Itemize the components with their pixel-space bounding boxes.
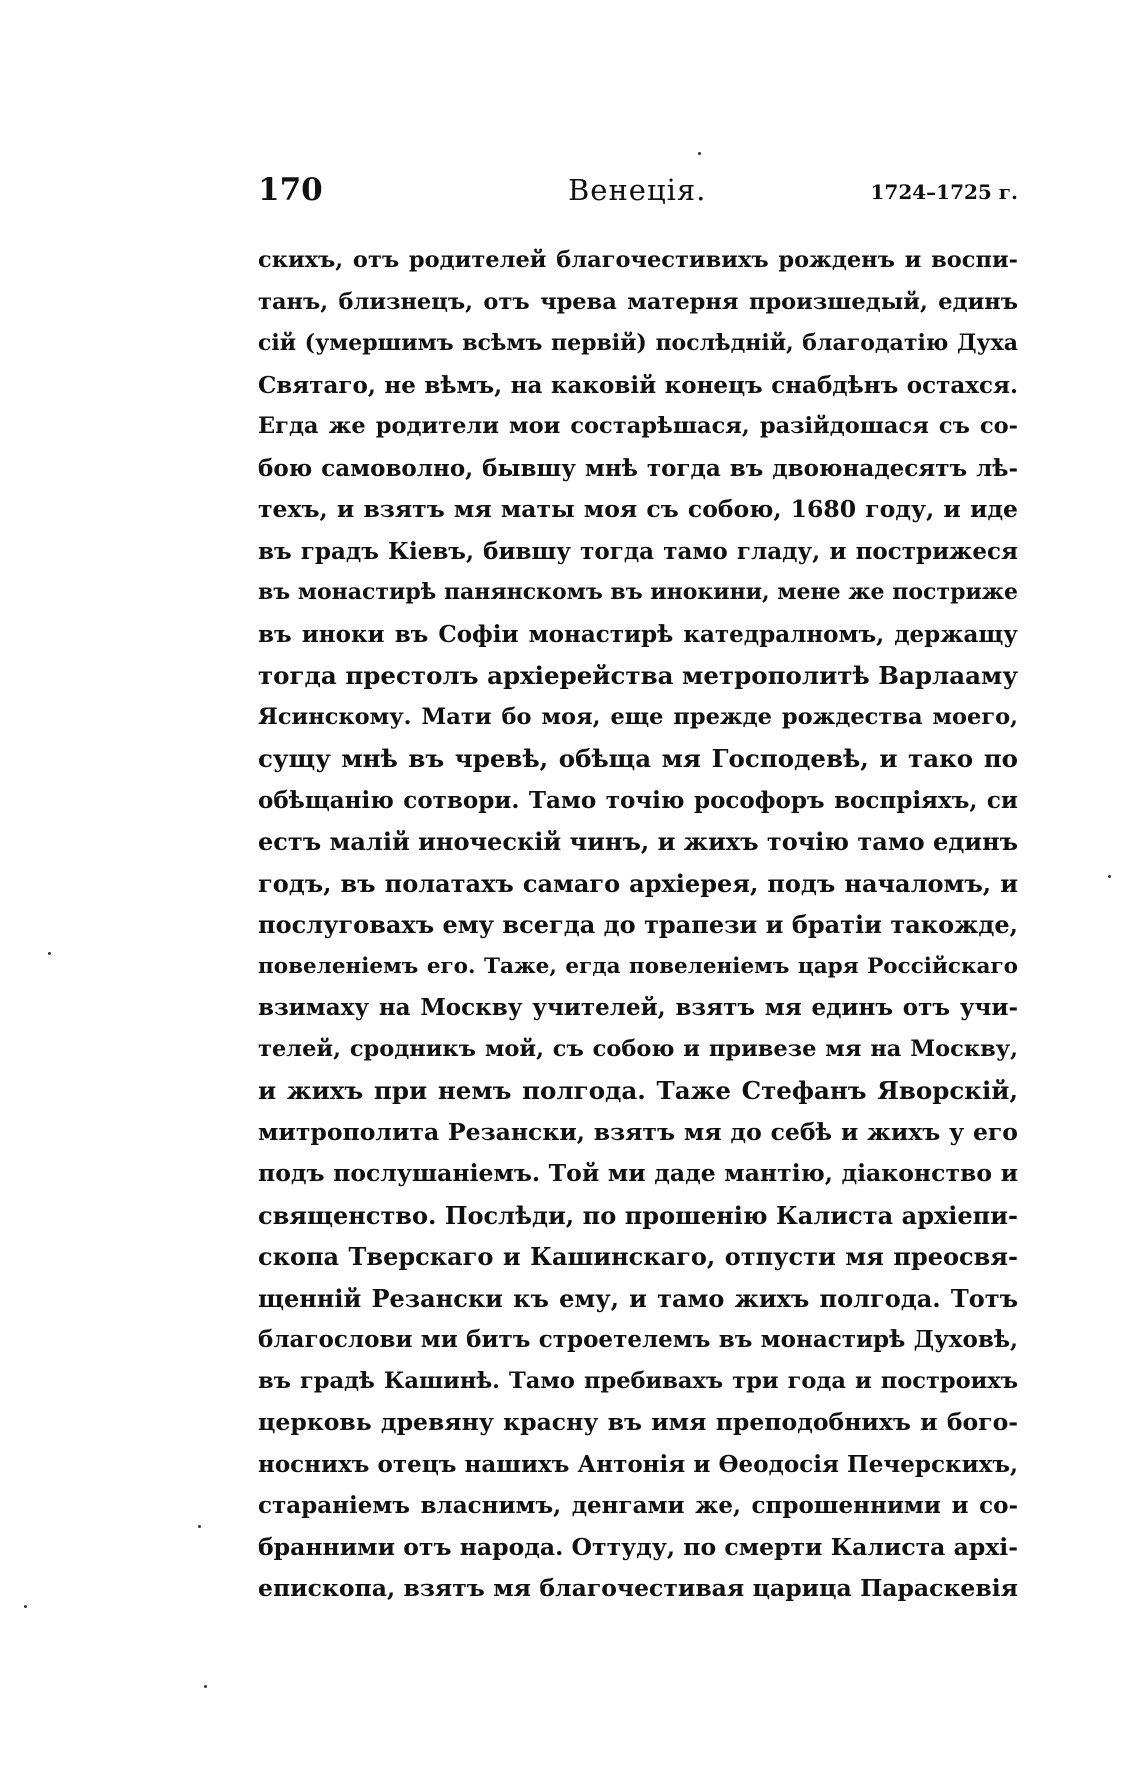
text-line: сій (умершимъ всѣмъ первій) послѣдній, благодатію Духа — [258, 330, 1018, 356]
text-line: благослови ми битъ строетелемъ въ монастирѣ Духовѣ, — [258, 1326, 1018, 1353]
text-line: послуговахъ ему всегда до трапези и братіи такожде, — [258, 910, 1018, 939]
text-line: въ градъ Кіевъ, бившу тогда тамо гладу, и пострижеся — [258, 537, 1018, 565]
text-line: скопа Тверскаго и Кашинскаго, отпусти мя преосвя- — [258, 1242, 1018, 1271]
text-line: стараніемъ власнимъ, денгами же, спрошенними и со- — [258, 1492, 1018, 1519]
text-line: Святаго, не вѣмъ, на каковій конецъ снабдѣнъ остахся. — [258, 371, 1018, 399]
text-line: танъ, близнецъ, отъ чрева матерня произшедый, единъ — [258, 288, 1018, 315]
scan-speck — [48, 952, 51, 955]
scan-speck — [204, 1685, 207, 1688]
running-title: Венеція. — [568, 173, 707, 207]
text-line: Егда же родители мои состарѣшася, разійдошася съ со- — [258, 413, 1018, 439]
text-line: епископа, взятъ мя благочестивая царица Параскевія — [258, 1574, 1018, 1602]
page-header — [258, 170, 1018, 210]
text-line: повеленіемъ его. Таже, егда повеленіемъ царя Россійскаго — [258, 953, 1018, 979]
text-line: подъ послушаніемъ. Той ми даде мантію, діаконство и — [258, 1159, 1018, 1187]
scan-speck — [24, 1605, 27, 1608]
text-line: сущу мнѣ въ чревѣ, обѣща мя Господевѣ, и тако по — [258, 744, 1018, 773]
text-line: носнихъ отецъ нашихъ Антонія и Ѳеодосія Печерскихъ, — [258, 1450, 1018, 1478]
year-range: 1724–1725 г. — [870, 180, 1018, 204]
text-line: взимаху на Москву учителей, взятъ мя единъ отъ учи- — [258, 994, 1018, 1021]
text-line: Ясинскому. Мати бо моя, еще прежде рождества моего, — [258, 703, 1018, 730]
text-line: тогда престолъ архіерейства метрополитѣ Варлааму — [258, 661, 1018, 690]
page-number: 170 — [258, 172, 323, 208]
text-line: телей, сродникъ мой, съ собою и привезе мя на Москву, — [258, 1035, 1018, 1062]
scan-speck — [1108, 875, 1111, 878]
text-line: въ градѣ Кашинѣ. Тамо пребивахъ три года и построихъ — [258, 1367, 1018, 1394]
text-line: въ иноки въ Софіи монастирѣ катедралномъ, держащу — [258, 620, 1018, 648]
text-line: бранними отъ народа. Оттуду, по смерти Калиста архі- — [258, 1532, 1018, 1561]
text-line: естъ малій иноческій чинъ, и жихъ точію тамо единъ — [258, 827, 1019, 856]
text-line: и жихъ при немъ полгода. Таже Стефанъ Яворскій, — [258, 1076, 1018, 1105]
text-line: священство. Послѣди, по прошенію Калиста архіепи- — [258, 1200, 1018, 1230]
text-line: митрополита Резански, взятъ мя до себѣ и жихъ у его — [258, 1117, 1018, 1146]
body-text — [258, 240, 1018, 1610]
scan-speck — [198, 1525, 201, 1528]
text-line: въ монастирѣ панянскомъ въ инокини, мене же постриже — [258, 579, 1018, 605]
text-line: скихъ, отъ родителей благочестивихъ рожденъ и воспи- — [258, 247, 1018, 273]
text-line: годъ, въ полатахъ самаго архіерея, подъ началомъ, и — [258, 868, 1018, 898]
text-line: щенній Резански къ ему, и тамо жихъ полгода. Тотъ — [258, 1283, 1018, 1313]
text-line: церковь древяну красну въ имя преподобнихъ и бого- — [258, 1408, 1018, 1436]
text-line: бою самоволно, бывшу мнѣ тогда въ двоюнадесятъ лѣ- — [258, 454, 1018, 482]
text-line: техъ, и взятъ мя маты моя съ собою, 1680 году, и иде — [258, 495, 1018, 523]
text-line: обѣщанію сотвори. Тамо точію рософоръ воспріяхъ, си — [258, 786, 1018, 814]
scan-speck — [698, 152, 701, 155]
